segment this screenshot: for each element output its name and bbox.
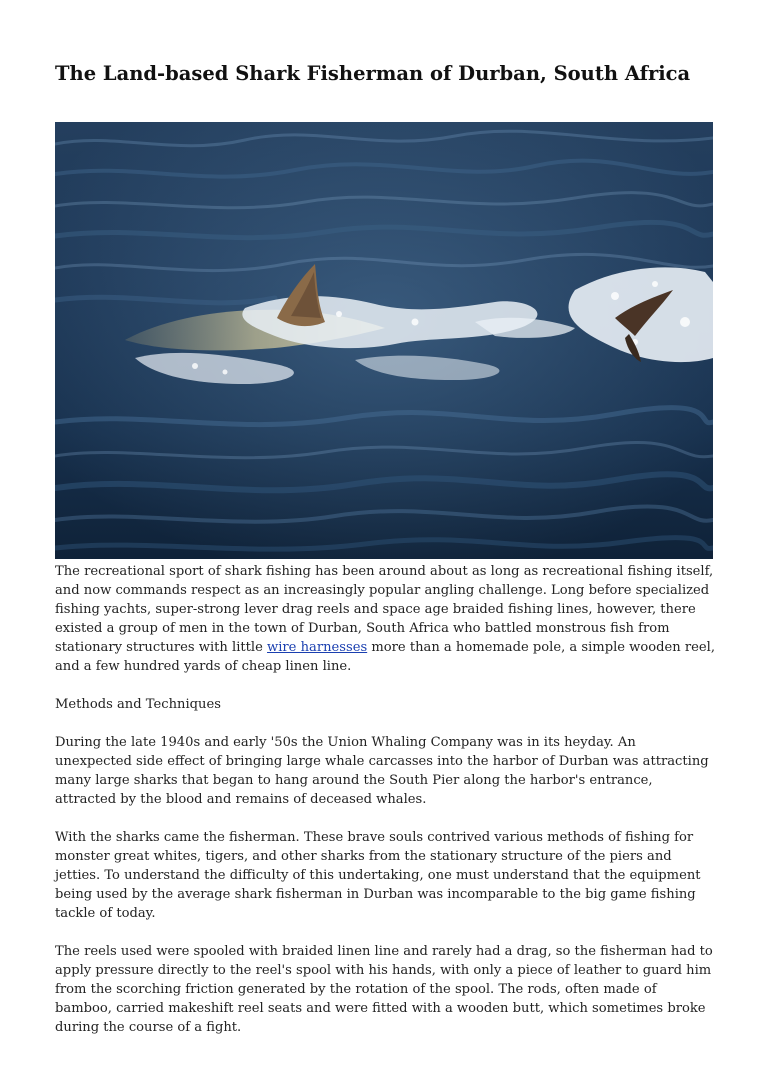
shark-photo: [55, 122, 713, 559]
paragraph-whaling: During the late 1940s and early '50s the Union Whaling Company was in its heyday. An unexpected side effect of bringing large whale carcasses into the harbor of Durban was attracting many large sharks that began to hang around the South Pier along the harbor's entrance, attracted by the blood and remains of deceased whales.: [55, 735, 709, 807]
page-title: The Land-based Shark Fisherman of Durban, South Africa: [55, 62, 691, 85]
paragraph-intro: [55, 562, 715, 676]
wire-harnesses-link[interactable]: wire harnesses: [267, 640, 368, 655]
section-heading: Methods and Techniques: [55, 697, 221, 712]
intro-text-end: more than a homemade pole, a simple wooden reel, and a few hundred yards of cheap linen line.: [55, 640, 715, 674]
paragraph-fisherman: With the sharks came the fisherman. These brave souls contrived various methods of fishing for monster great whites, tigers, and other sharks from the stationary structure of the piers and jetties. To understand the difficulty of this undertaking, one must understand that the equipment being used by the average shark fisherman in Durban was incomparable to the big game fishing tackle of today.: [55, 830, 701, 921]
intro-text-start: The recreational sport of shark fishing has been around about as long as recreational fishing itself, and now commands respect as an increasingly popular angling challenge. Long before specialized fishing yachts, super-strong lever drag reels and space age braided fishing lines, however, there existed a group of men in the town of Durban, South Africa who battled monstrous fish from stationary structures with little: [55, 564, 714, 655]
paragraph-reels: The reels used were spooled with braided linen line and rarely had a drag, so the fisherman had to apply pressure directly to the reel's spool with his hands, with only a piece of leather to guard him from the scorching friction generated by the rotation of the spool. The rods, often made of bamboo, carried makeshift reel seats and were fitted with a wooden butt, which sometimes broke during the course of a fight.: [55, 944, 713, 1035]
article-body: [55, 562, 715, 1056]
